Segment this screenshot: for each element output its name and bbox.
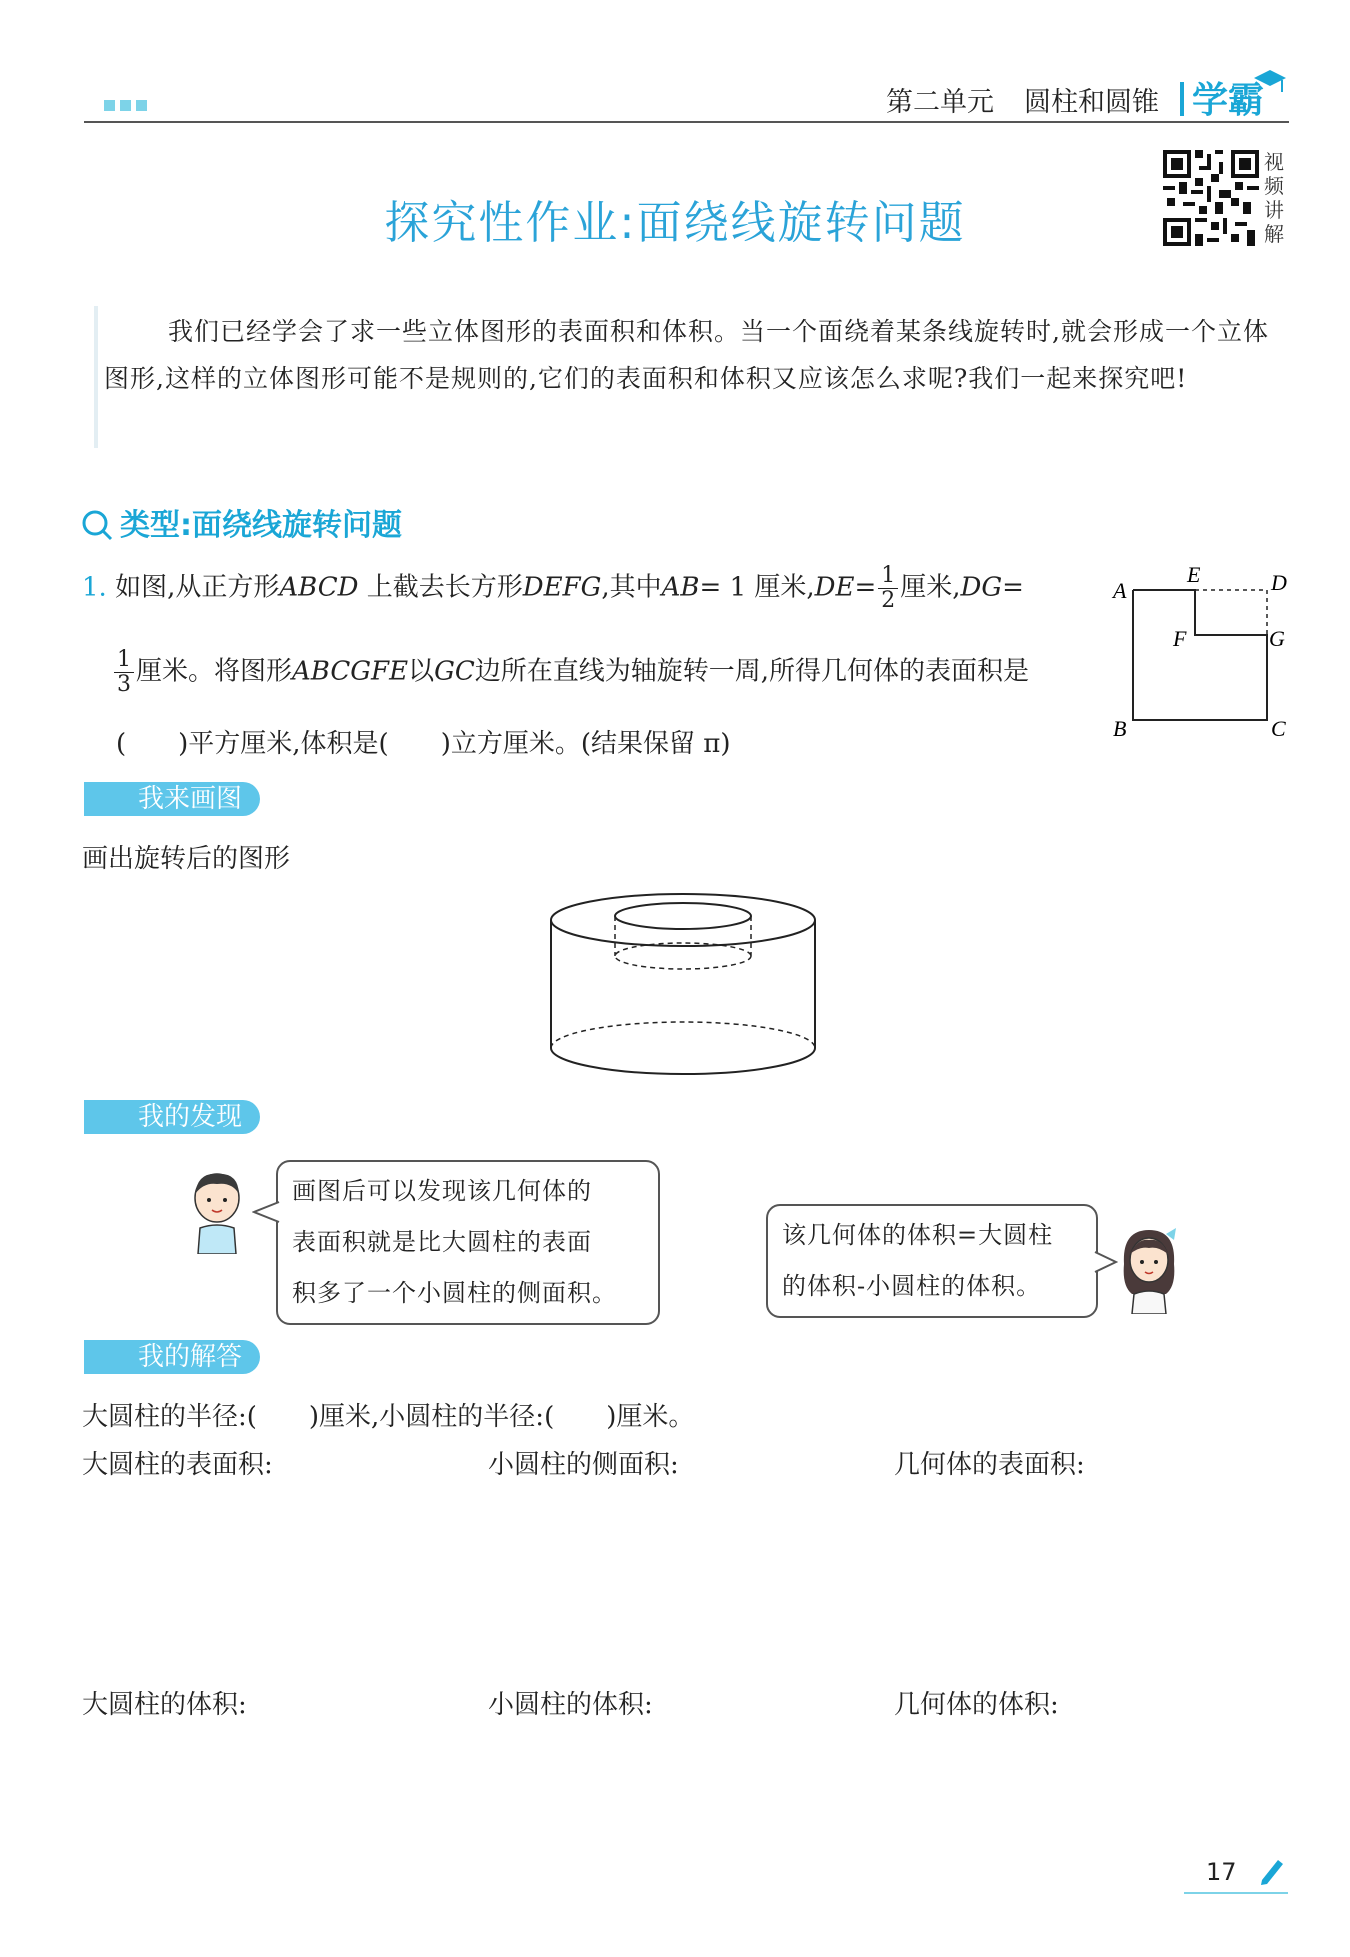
radius-line: 大圆柱的半径:( )厘米,小圆柱的半径:( )厘米。 [82, 1402, 695, 1432]
small-cylinder-lateral-label: 小圆柱的侧面积: [488, 1450, 679, 1480]
graduation-cap-icon [1252, 68, 1288, 98]
label-C: C [1271, 716, 1286, 740]
bubble-tail-left [252, 1200, 280, 1224]
header-rule [84, 121, 1289, 123]
page-title: 探究性作业:面绕线旋转问题 [384, 196, 966, 249]
label-A: A [1113, 578, 1127, 603]
question-number: 1. [82, 572, 107, 603]
section-title: 类型:面绕线旋转问题 [120, 508, 402, 543]
q-text: 以 [408, 656, 435, 687]
q-text: ,其中 [601, 572, 662, 603]
q-text: 上截去长方形 [366, 572, 523, 603]
q-var: ABCD [279, 572, 359, 603]
q-text: 边所在直线为轴旋转一周,所得几何体的表面积是 [474, 656, 1030, 687]
q-text: 如图,从正方形 [115, 572, 280, 603]
discover-section-pill: 我的发现 [84, 1100, 260, 1134]
fraction-numerator: 1 [878, 564, 898, 589]
fraction-denominator: 3 [117, 672, 131, 697]
pencil-icon [1256, 1854, 1288, 1886]
q-text: 厘米。将图形 [136, 656, 293, 687]
boy-avatar [186, 1168, 248, 1254]
q-var: DE [814, 572, 855, 603]
page-number: 17 [1206, 1858, 1237, 1886]
speech-bubble-left [276, 1160, 660, 1325]
draw-instruction: 画出旋转后的图形 [82, 844, 291, 874]
label-F: F [1173, 626, 1187, 651]
big-cylinder-area-label: 大圆柱的表面积: [82, 1450, 273, 1480]
bubble-line: 的体积-小圆柱的体积。 [782, 1272, 1042, 1300]
brand-logo: 学霸 [1192, 80, 1265, 121]
q-var: DG [960, 572, 1003, 603]
intro-text: 我们已经学会了求一些立体图形的表面积和体积。当一个面绕着某条线旋转时,就会形成一个立体图形,这样的立体图形可能不是规则的,它们的表面积和体积又应该怎么求呢?我们一起来探究吧! [104, 317, 1269, 393]
label-B: B [1113, 716, 1127, 740]
bubble-line: 该几何体的体积=大圆柱 [782, 1221, 1054, 1249]
square-figure [1105, 560, 1305, 740]
intro-paragraph [104, 308, 1274, 402]
q-text: = 1 厘米, [699, 572, 815, 603]
question-line-2 [112, 648, 1112, 697]
q-var: DEFG [522, 572, 602, 603]
label-D: D [1271, 570, 1287, 595]
bubble-line: 画图后可以发现该几何体的 [292, 1177, 592, 1205]
q-text: = [854, 572, 877, 603]
fraction-denominator: 2 [881, 588, 896, 613]
bubble-line: 表面积就是比大圆柱的表面 [292, 1228, 592, 1256]
header-decoration [104, 96, 152, 115]
solution-section-pill: 我的解答 [84, 1340, 260, 1374]
girl-avatar [1118, 1224, 1180, 1314]
fraction-de [878, 564, 898, 613]
qr-code-icon[interactable] [1163, 150, 1259, 246]
intro-bar [94, 306, 98, 448]
question-line-1 [82, 564, 1102, 613]
draw-section-pill: 我来画图 [84, 782, 260, 816]
label-G: G [1269, 626, 1285, 651]
qr-label: 视频讲解 [1264, 150, 1284, 246]
label-E: E [1187, 562, 1201, 587]
header-unit: 第二单元 [886, 87, 994, 118]
big-cylinder-volume-label: 大圆柱的体积: [82, 1690, 247, 1720]
fraction-numerator: 1 [114, 648, 134, 673]
magnifier-icon [80, 508, 114, 542]
q-text: = [1002, 572, 1024, 603]
header-chapter: 圆柱和圆锥 [1024, 87, 1159, 118]
speech-bubble-right [766, 1204, 1098, 1318]
question-line-3: ( )平方厘米,体积是( )立方厘米。(结果保留 π) [116, 729, 731, 759]
solid-area-label: 几何体的表面积: [894, 1450, 1085, 1480]
header-divider [1180, 82, 1184, 116]
q-var: ABCGFE [292, 656, 409, 687]
small-cylinder-volume-label: 小圆柱的体积: [488, 1690, 653, 1720]
solid-volume-label: 几何体的体积: [894, 1690, 1059, 1720]
fraction-dg [114, 648, 134, 697]
q-var: AB [661, 572, 700, 603]
q-text: 厘米, [900, 572, 961, 603]
bubble-line: 积多了一个小圆柱的侧面积。 [292, 1279, 617, 1307]
ring-cylinder-drawing [548, 892, 818, 1082]
footer-rule [1184, 1892, 1288, 1894]
bubble-tail-right [1094, 1250, 1118, 1274]
q-var: GC [434, 656, 475, 687]
